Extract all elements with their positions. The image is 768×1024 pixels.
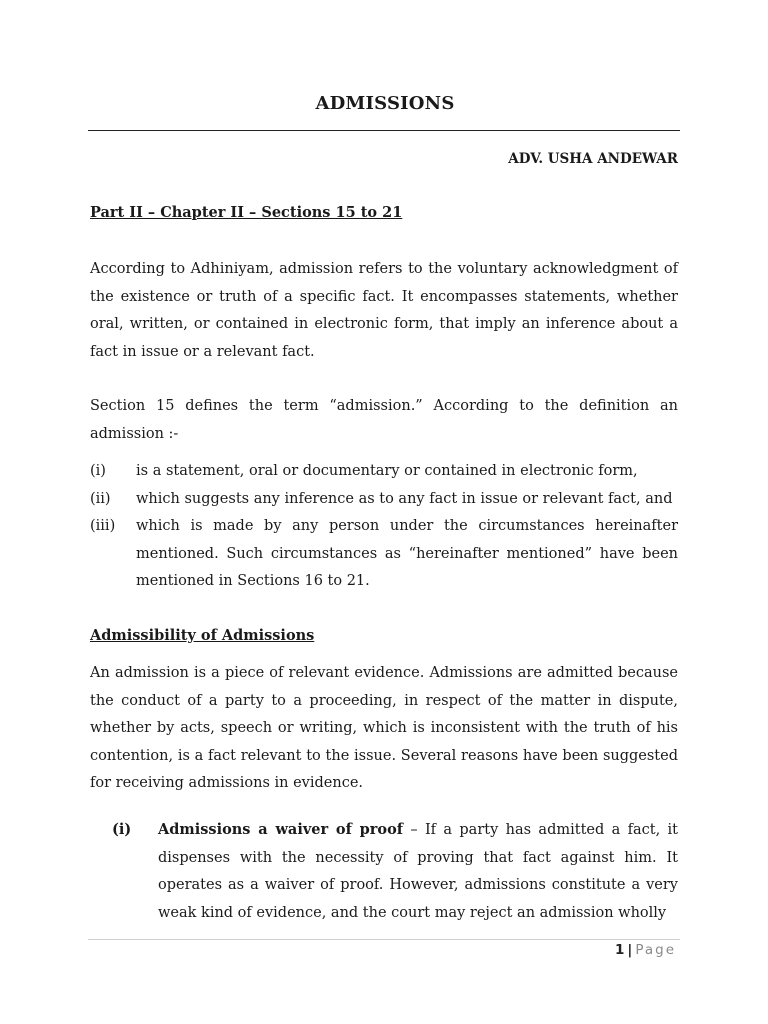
author-name: ADV. USHA ANDEWAR — [508, 151, 678, 167]
part-heading: Part II – Chapter II – Sections 15 to 21 — [90, 204, 403, 221]
list-item-number: (ii) — [90, 490, 111, 507]
list-item — [90, 513, 678, 596]
list-item — [90, 458, 678, 486]
list-item-number: (i) — [90, 463, 106, 479]
list-item-text: which suggests any inference as to any fact in issue or relevant fact, and — [136, 490, 673, 507]
reason-body: – If a party has admitted a fact, it dispenses with the necessity of proving that fact against him. It operates as a waiver of proof. However, admissions constitute a very weak kind of evidence, and the court may reject an admission wholly — [158, 822, 679, 921]
list-item-text: is a statement, oral or documentary or contained in electronic form, — [136, 463, 638, 479]
section-heading: Admissibility of Admissions — [90, 627, 315, 644]
admissibility-paragraph: An admission is a piece of relevant evidence. Admissions are admitted because the conduct of a party to a proceeding, in respect of the matter in dispute, whether by acts, speech or writing, which is inconsistent with the truth of his contention, is a fact relevant to the issue. Several reasons have been suggested for receiving admissions in evidence. — [90, 665, 678, 791]
reason-item — [112, 816, 678, 927]
definition-paragraph: Section 15 defines the term “admission.” According to the definition an admission :- — [90, 398, 678, 442]
intro-paragraph: According to Adhiniyam, admission refers to the voluntary acknowledgment of the existence or truth of a specific fact. It encompasses statements, whether oral, written, or contained in electronic form, that imply an inference about a fact in issue or a relevant fact. — [90, 261, 678, 360]
list-item-number: (iii) — [90, 518, 116, 534]
reason-text — [158, 816, 678, 927]
footer-divider — [88, 939, 680, 940]
reason-title: Admissions a waiver of proof — [158, 821, 403, 838]
document-title: ADMISSIONS — [315, 93, 455, 114]
title-divider — [88, 130, 680, 131]
page-footer — [615, 942, 676, 958]
page-number: 1 — [614, 942, 625, 958]
list-item — [90, 486, 678, 514]
definition-list — [90, 458, 678, 596]
page-label: Page — [635, 942, 676, 958]
reason-number: (i) — [112, 821, 132, 838]
list-item-text: which is made by any person under the circumstances hereinafter mentioned. Such circumstances as “hereinafter mentioned” have been mentioned in Sections 16 to 21. — [136, 518, 678, 589]
footer-separator: | — [627, 942, 633, 958]
